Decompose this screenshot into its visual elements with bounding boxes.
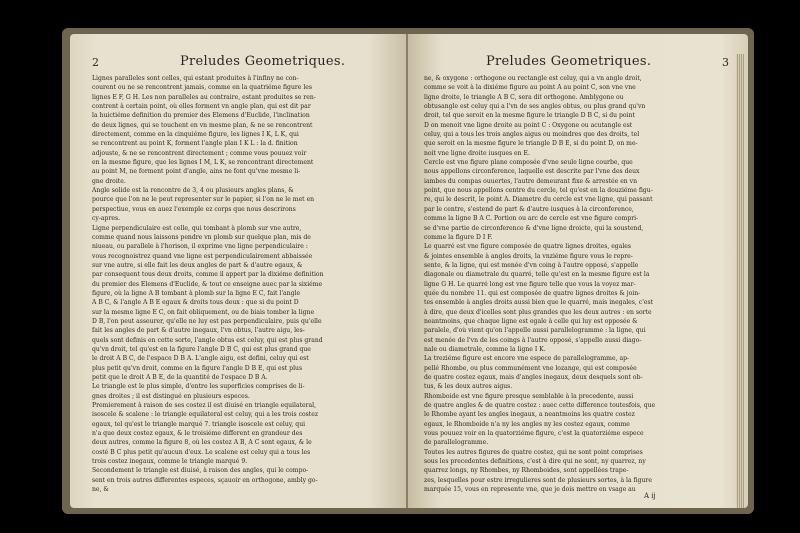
text-line: par le centre, s'estend de part & d'autre iusques à la circonference,	[424, 205, 634, 213]
text-line: gne droite.	[92, 177, 126, 185]
text-line: iambes du compas ouuertes, l'autre demeurant fixe & arrestée en vn	[424, 177, 638, 185]
text-line: niueau, ou parallele à l'horison, il exprime vne ligne perpendiculaire :	[92, 243, 308, 251]
text-line: Secondement le triangle est diuisé, à raison des angles, qui le compo-	[92, 467, 309, 475]
text-line: Rhomboide est vne figure presque semblable à la precedente, aussi	[424, 392, 634, 400]
text-line: courent ou ne se rencontrent jamais, comme en la quatriéme figure les	[92, 84, 313, 92]
text-line: Le quarré est vne figure composée de quatre lignes droites, egales	[424, 243, 632, 251]
text-line: à dire, que deux d'icelles sont plus grandes que les deux autres : en sorte	[424, 308, 652, 316]
text-line: Premierement à raison de ses costez il est diuisé en triangle equilateral,	[92, 402, 317, 410]
text-line: est menée de l'vn de les coings à l'autre opposé, s'appelle aussi diago-	[424, 336, 642, 344]
text-line: costé B C plus petit qu'aucun d'eux. Le scalene est celuy qui a tous les	[92, 448, 311, 456]
text-line: trois costez inegaux, comme le triangle marqué 9.	[92, 458, 248, 466]
text-line: droit, tel que seroit en la mesme figure le triangle D B C, si du point	[424, 112, 635, 120]
text-line: tes ensemble à angles droits aussi bien que le quarré, mais inegales, c'est	[424, 299, 654, 307]
text-line: contrent à certain point, où elles forment vn angle plan, qui est dit par	[92, 103, 311, 111]
right-page-header: Preludes Geometriques.	[486, 54, 652, 69]
text-line: la huictiéme definition du premier des Elemens d'Euclide, l'inclination	[92, 112, 310, 120]
text-line: le Rhombe ayant les angles inegaux, a neantmoins les quatre costez	[424, 411, 635, 419]
text-line: pellé Rhombe, ou plus communément vne lozange, qui est composée	[424, 364, 637, 372]
text-line: sur vne autre, si elle fait les deux angles de part & d'autre egaux, &	[92, 261, 303, 269]
left-page	[70, 34, 408, 508]
text-line: & jointes ensemble à angles droits, la vnziéme figure vous le repre-	[424, 252, 633, 260]
text-line: vous pouuez voir en la quatorziéme figure, c'est la quatorziéme espece	[424, 430, 644, 438]
text-line: ligne G H. Le quarré long est vne figure telle que vous la voyez mar-	[424, 280, 636, 288]
text-line: quels sont definis en cette sorte, l'angle obtus est celuy, qui est plus grand	[92, 336, 323, 344]
text-line: de quatre angles & de quatre costez : auec cette difference toutesfois, que	[424, 402, 656, 410]
text-line: que seroit en la mesme figure le triangle D B E, si du point D, on me-	[424, 140, 638, 148]
text-line: en la mesme figure, que les lignes I M, L K, se rencontrant directement	[92, 159, 314, 167]
text-line: perspectiue, vous en auez l'exemple ez corps que nous descrirons	[92, 205, 296, 213]
text-line: paralele, d'où vient qu'on l'appelle aussi parallelogramme : la ligne, qui	[424, 327, 646, 335]
text-line: se rencontrent au point K, forment l'angle plan I K L : la d. finition	[92, 140, 298, 148]
text-line: fait les angles de part & d'autre inegaux, l'vn obtus, l'autre aigu, les-	[92, 327, 305, 335]
text-line: Angle solide est la rencontre de 3, 4 ou plusieurs angles plans, &	[92, 187, 294, 195]
text-line: sente, & la ligne, qui est menée d'vn coing à l'autre opposé, s'appelle	[424, 261, 639, 269]
text-line: du premier des Elemens d'Euclide, & tout ce enseigne auec par la sixiéme	[92, 280, 323, 288]
text-line: de quatre costez egaux, mais d'angles inegaux, deux desquels sont ob-	[424, 374, 643, 381]
text-line: marquée 15, vous en represente vne, que je dois mettre en vsage au	[424, 486, 636, 494]
text-line: diagonale ou diametrale du quarré, telle qu'est en la mesme figure est la	[424, 271, 650, 279]
text-line: neantmoins, que chaque ligne est egale à celle qui luy est opposée &	[424, 317, 638, 325]
text-line: pource que l'on ne le peut representer sur le papier, si l'on ne le met en	[92, 196, 315, 204]
text-line: Toutes les autres figures de quatre costez, qui ne sont point comprises	[424, 448, 643, 456]
text-line: de deux lignes, qui se touchent en vn mesme plan, & ne se rencontrent	[92, 121, 313, 129]
text-line: egaux, le Rhomboide n'a ny les angles ny les costez egaux, comme	[424, 420, 630, 428]
text-line: n'a que deux costez egaux, & le troisiéme different en grandeur des	[92, 430, 303, 438]
text-line: deux autres, comme la figure 8, où les costez A B, A C sont egaux, & le	[92, 439, 312, 447]
text-line: au point M, ne forment point d'angle, ains ne font qu'vne mesme li-	[92, 168, 301, 176]
left-page-text	[92, 74, 392, 494]
text-line: directement, comme en la cinquiéme figure, les lignes I K, L K, qui	[92, 131, 299, 139]
text-line: re, qui le descrit, le point A. Diametre du cercle est vne ligne, qui passant	[424, 196, 653, 204]
text-line: ligne droite, le triangle A B C, sera dit orthogone. Amblygone ou	[424, 93, 624, 101]
text-line: tus, & les deux autres aigus.	[424, 383, 513, 391]
text-line: se d'vne partie de circonference & d'vne ligne droicte, qui la soustend,	[424, 224, 644, 232]
right-page-text	[424, 74, 722, 494]
text-line: vous recognoistrez quand vne ligne est perpendiculairement abbaissée	[92, 252, 313, 260]
left-page-number: 2	[92, 56, 99, 69]
text-line: point, que nous appellons centre du cercle, tel qu'est en la douziéme figu-	[424, 187, 653, 195]
text-line: quarrez longs, ny Rhombes, ny Rhomboides, sont appellées trape-	[424, 467, 629, 475]
text-line: qu'vn droit, tel qu'est en la figure l'angle D B C, qui est plus grand que	[92, 345, 311, 353]
text-line: adjouste, & ne se rencontrent directement ; comme vous pouuez voir	[92, 149, 307, 157]
text-line: Cercle est vne figure plane composée d'vne seule ligne courbe, que	[424, 159, 633, 167]
text-line: noit vne ligne droite iusques en E.	[424, 149, 530, 157]
text-line: sur la mesme ligne E C, on fait obliquement, ou de biais tomber la ligne	[92, 308, 315, 316]
text-line: sous les precedentes definitions, c'est à dire qui ne sont, ny quarrez, ny	[424, 458, 646, 466]
text-line: comme la ligne B A C. Portion ou arc de cercle est vne figure compri-	[424, 215, 639, 223]
text-line: quée du nombre 11. qui est composée de quatre lignes droites & join-	[424, 289, 641, 297]
left-page-header: Preludes Geometriques.	[180, 54, 346, 69]
right-page-number: 3	[722, 56, 729, 69]
text-line: nous appellons circonference, laquelle est descrite par l'vne des deux	[424, 168, 640, 176]
page-edges	[736, 54, 744, 508]
text-line: lignes E F, G H. Les non paralleles au contraire, estant produites se ren-	[92, 93, 316, 101]
text-line: nale ou diametrale, comme la ligne I K.	[424, 345, 546, 353]
text-line: zes, lesquelles pour estre irregulieres sont de plusieurs sortes, à la figure	[424, 476, 652, 484]
text-line: petit que le droit A B E, de la quantité de l'espace D B A.	[92, 374, 268, 381]
text-line: ne, &	[92, 486, 109, 494]
text-line: Ligne perpendiculaire est celle, qui tombant à plomb sur vne autre,	[92, 224, 302, 232]
text-line: comme quand nous laissons pendre vn plomb sur quelque plan, mis de	[92, 233, 311, 241]
text-line: egaux, tel qu'est le triangle marqué 7. triangle isoscele est celuy, qui	[92, 420, 306, 428]
text-line: plus petit qu'vn droit, comme en la figure l'angle D B E, qui est plus	[92, 364, 303, 372]
text-line: comme la figure D I F.	[424, 233, 493, 241]
text-line: D on menoit vne ligne droite au point C : Oxygone ou acutangle est	[424, 121, 633, 129]
text-line: isoscele & scalene : le triangle equilateral est celuy, qui a les trois costez	[92, 411, 319, 419]
text-line: A B C, & l'angle A B E egaux & droits tous deux : que si du point D	[92, 299, 299, 307]
text-line: ne, & oxygone : orthogone ou rectangle est celuy, qui a vn angle droit,	[424, 75, 642, 82]
text-line: figure, où la ligne A B tombant à plomb sur la ligne E C, fait l'angle	[92, 289, 301, 297]
text-line: La treziéme figure est encore vne espece de parallelogramme, ap-	[424, 355, 630, 363]
text-line: comme se voit à la dixiéme figure au point A au point C, son vne vne	[424, 84, 636, 92]
text-line: obtusangle est celuy qui a l'vn de ses angles obtus, ou plus grand qu'vn	[424, 103, 646, 111]
text-line: celuy, qui a tous les trois angles aigus ou moindres que des droits, tel	[424, 131, 640, 139]
right-page	[408, 34, 748, 508]
text-line: D B, l'on peut asseurer, qu'elle ne luy est pas perpendiculaire, puis qu'elle	[92, 317, 322, 325]
open-book	[62, 28, 754, 514]
text-line: Lignes paralleles sont celles, qui estant produites à l'infiny ne con-	[92, 75, 299, 82]
text-line: le droit A B C, de l'espace D B A. L'angle aigu, est defini, celuy qui est	[92, 355, 309, 363]
text-line: par consequent tous deux droits, comme il appert par la dixiéme definition	[92, 271, 324, 279]
text-line: Le triangle est le plus simple, d'entre les superficies comprises de li-	[92, 383, 305, 391]
page-signature: A ij	[644, 492, 656, 500]
text-line: cy-apres.	[92, 215, 121, 223]
text-line: de parallelogramme.	[424, 439, 489, 447]
text-line: gnes droites ; il est distingué en plusieurs especes.	[92, 392, 250, 400]
text-line: sent en trois autres differentes especes, sçauoir en orthogone, ambly go-	[92, 476, 318, 484]
